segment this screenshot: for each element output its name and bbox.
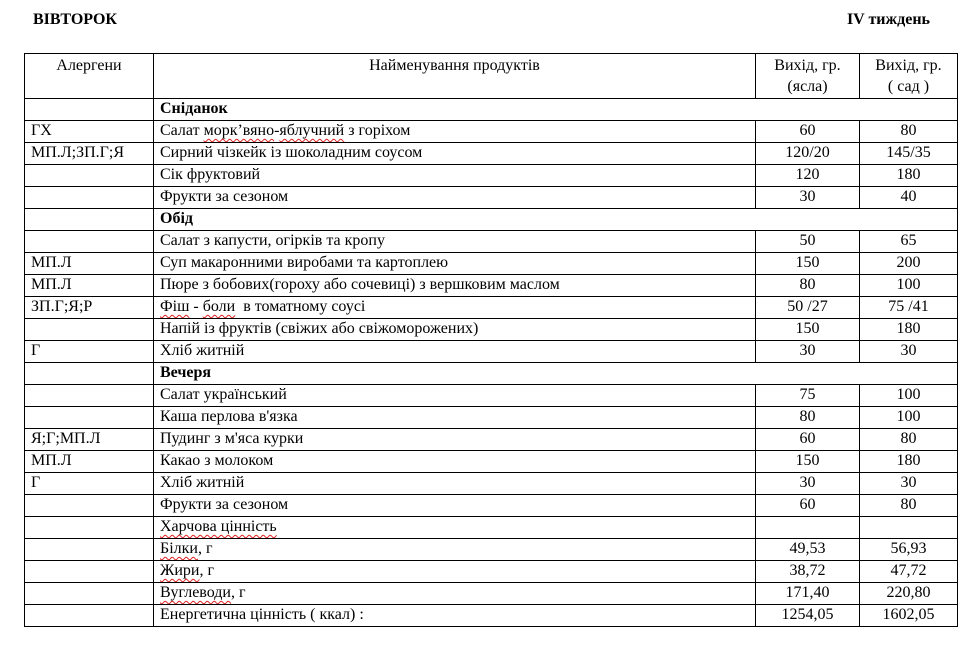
day-title: ВІВТОРОК [33, 11, 117, 28]
nursery-output-cell: 150 [756, 253, 860, 275]
kindergarten-output-cell: 30 [860, 473, 958, 495]
allergens-cell: Я;Г;МП.Л [25, 429, 154, 451]
section-label-lunch: Обід [154, 209, 958, 231]
kindergarten-output-cell [860, 517, 958, 539]
energy-row [25, 605, 958, 627]
allergens-cell [25, 209, 154, 231]
product-name-part: Фіш [160, 298, 190, 315]
energy-nursery-cell: 1254,05 [756, 605, 860, 627]
nursery-output-cell: 120 [756, 165, 860, 187]
product-name-cell: Салат український [154, 385, 756, 407]
nursery-output-cell: 150 [756, 451, 860, 473]
kindergarten-output-cell: 80 [860, 495, 958, 517]
product-name-cell: Хліб житній [154, 473, 756, 495]
product-name-cell: Напій із фруктів (свіжих або свіжоморожених) [154, 319, 756, 341]
nutrient-name-cell [154, 583, 756, 605]
section-row-breakfast [25, 99, 958, 121]
allergens-cell: ГХ [25, 121, 154, 143]
nursery-output-cell: 171,40 [756, 583, 860, 605]
nursery-output-cell: 150 [756, 319, 860, 341]
allergens-cell: Г [25, 473, 154, 495]
nutrient-unit: , г [197, 540, 213, 557]
table-row [25, 495, 958, 517]
nutrition-row [25, 539, 958, 561]
product-name-cell: Салат з капусти, огірків та кропу [154, 231, 756, 253]
section-label-nutrition [154, 517, 756, 539]
table-row [25, 165, 958, 187]
allergens-cell: МП.Л [25, 451, 154, 473]
nursery-output-cell: 120/20 [756, 143, 860, 165]
nursery-output-cell [756, 517, 860, 539]
product-name-cell: Суп макаронними виробами та картоплею [154, 253, 756, 275]
header-output-nursery [756, 54, 860, 99]
product-name-part: в томатному соусі [235, 298, 366, 315]
nursery-output-cell: 80 [756, 275, 860, 297]
header-allergens: Алергени [25, 54, 154, 99]
product-name-cell: Сік фруктовий [154, 165, 756, 187]
nutrient-name-cell [154, 539, 756, 561]
kindergarten-output-cell: 200 [860, 253, 958, 275]
product-name-misspelled-2: яблучний [279, 122, 345, 139]
nutrient-name: Жири [160, 562, 200, 579]
nutrition-row [25, 583, 958, 605]
kindergarten-output-cell: 47,72 [860, 561, 958, 583]
nutrient-unit: , г [230, 584, 246, 601]
table-row [25, 407, 958, 429]
table-row [25, 385, 958, 407]
header-output-kindergarten-line2: ( сад ) [887, 78, 930, 95]
allergens-cell [25, 165, 154, 187]
allergens-cell [25, 363, 154, 385]
allergens-cell [25, 495, 154, 517]
allergens-cell [25, 187, 154, 209]
allergens-cell [25, 385, 154, 407]
kindergarten-output-cell: 100 [860, 407, 958, 429]
table-row [25, 275, 958, 297]
kindergarten-output-cell: 40 [860, 187, 958, 209]
nutrient-name: Білки [160, 540, 198, 557]
kindergarten-output-cell: 30 [860, 341, 958, 363]
kindergarten-output-cell: 65 [860, 231, 958, 253]
table-row [25, 231, 958, 253]
header-output-kindergarten [860, 54, 958, 99]
header-output-nursery-line1: Вихід, гр. [774, 57, 841, 74]
table-row [25, 143, 958, 165]
kindergarten-output-cell: 180 [860, 451, 958, 473]
product-name-part: - [189, 298, 203, 315]
nutrient-name: Вуглеводи [160, 584, 231, 601]
nursery-output-cell: 80 [756, 407, 860, 429]
product-name-cell: Пюре з бобових(гороху або сочевиці) з вершковим маслом [154, 275, 756, 297]
section-label-dinner: Вечеря [154, 363, 958, 385]
product-name-part: боли [202, 298, 236, 315]
allergens-cell: Г [25, 341, 154, 363]
section-label-breakfast: Сніданок [154, 99, 958, 121]
kindergarten-output-cell: 75 /41 [860, 297, 958, 319]
section-row-dinner [25, 363, 958, 385]
menu-table [24, 53, 958, 627]
section-label-nutrition-text: Харчова цінність [160, 518, 277, 535]
nursery-output-cell: 49,53 [756, 539, 860, 561]
kindergarten-output-cell: 180 [860, 165, 958, 187]
header-row [25, 54, 958, 99]
kindergarten-output-cell: 100 [860, 385, 958, 407]
kindergarten-output-cell: 100 [860, 275, 958, 297]
allergens-cell [25, 583, 154, 605]
table-row [25, 253, 958, 275]
nursery-output-cell: 60 [756, 429, 860, 451]
kindergarten-output-cell: 56,93 [860, 539, 958, 561]
energy-kindergarten-cell: 1602,05 [860, 605, 958, 627]
nursery-output-cell: 30 [756, 187, 860, 209]
kindergarten-output-cell: 80 [860, 121, 958, 143]
product-name-misspelled: морк’вяно [203, 122, 275, 139]
allergens-cell [25, 561, 154, 583]
product-name-cell [154, 297, 756, 319]
nutrient-name-cell [154, 561, 756, 583]
product-name-cell: Пудинг з м'яса курки [154, 429, 756, 451]
week-title: IV тиждень [846, 11, 930, 28]
product-name-cell: Хліб житній [154, 341, 756, 363]
header-product-name: Найменування продуктів [154, 54, 756, 99]
allergens-cell: МП.Л [25, 253, 154, 275]
energy-label-cell: Енергетична цінність ( ккал) : [154, 605, 756, 627]
product-name-cell: Фрукти за сезоном [154, 495, 756, 517]
allergens-cell [25, 605, 154, 627]
allergens-cell [25, 99, 154, 121]
nursery-output-cell: 50 /27 [756, 297, 860, 319]
header-output-kindergarten-line1: Вихід, гр. [875, 57, 942, 74]
table-row [25, 451, 958, 473]
allergens-cell: ЗП.Г;Я;Р [25, 297, 154, 319]
nursery-output-cell: 60 [756, 121, 860, 143]
nursery-output-cell: 30 [756, 341, 860, 363]
allergens-cell [25, 231, 154, 253]
nursery-output-cell: 75 [756, 385, 860, 407]
kindergarten-output-cell: 180 [860, 319, 958, 341]
kindergarten-output-cell: 80 [860, 429, 958, 451]
section-row-lunch [25, 209, 958, 231]
product-name-cell: Салат морк’вяно-яблучний з горіхом [154, 121, 756, 143]
header-output-nursery-line2: (ясла) [787, 78, 828, 95]
nursery-output-cell: 60 [756, 495, 860, 517]
table-row [25, 121, 958, 143]
nursery-output-cell: 50 [756, 231, 860, 253]
allergens-cell [25, 539, 154, 561]
product-name-cell: Фрукти за сезоном [154, 187, 756, 209]
product-name-cell: Каша перлова в'язка [154, 407, 756, 429]
table-row [25, 319, 958, 341]
product-name-cell: Какао з молоком [154, 451, 756, 473]
table-row [25, 473, 958, 495]
allergens-cell: МП.Л [25, 275, 154, 297]
nutrient-unit: , г [199, 562, 215, 579]
table-row [25, 341, 958, 363]
table-row [25, 187, 958, 209]
nutrition-row [25, 561, 958, 583]
allergens-cell [25, 319, 154, 341]
allergens-cell: МП.Л;ЗП.Г;Я [25, 143, 154, 165]
table-row [25, 297, 958, 319]
kindergarten-output-cell: 145/35 [860, 143, 958, 165]
product-name-cell: Сирний чізкейк із шоколадним соусом [154, 143, 756, 165]
nursery-output-cell: 38,72 [756, 561, 860, 583]
kindergarten-output-cell: 220,80 [860, 583, 958, 605]
allergens-cell [25, 517, 154, 539]
section-row-nutrition [25, 517, 958, 539]
allergens-cell [25, 407, 154, 429]
nursery-output-cell: 30 [756, 473, 860, 495]
table-row [25, 429, 958, 451]
